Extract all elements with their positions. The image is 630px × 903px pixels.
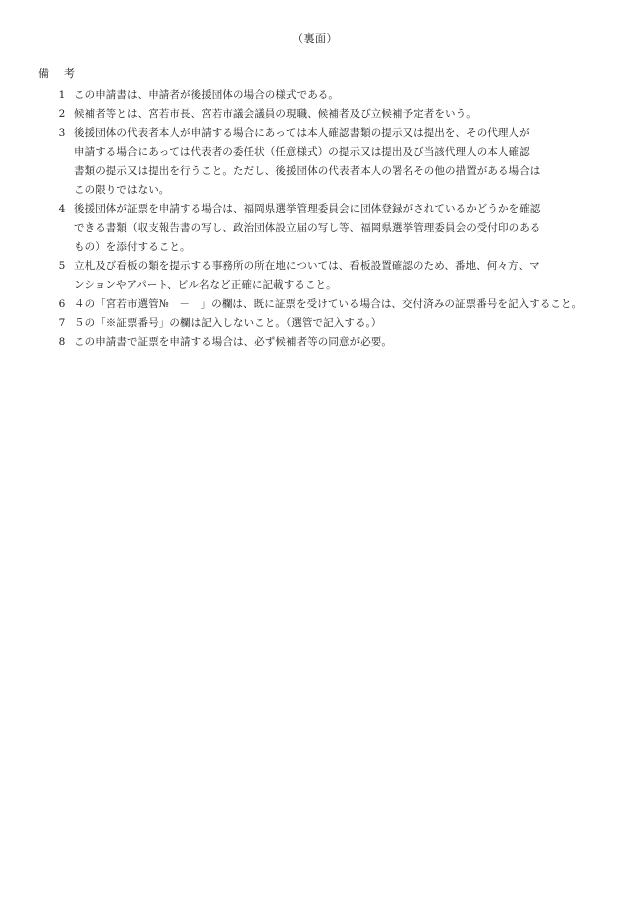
note-item-5	[50, 257, 605, 295]
note-number: 6	[58, 298, 66, 310]
note-number: 1	[58, 89, 66, 101]
note-item-2	[50, 105, 605, 124]
note-number: 7	[58, 317, 66, 329]
note-text: この申請書で証票を申請する場合は、必ず候補者等の同意が必要。	[74, 336, 392, 348]
note-item-7	[50, 314, 605, 333]
page-side-label: （裏面）	[292, 32, 338, 45]
note-text: 候補者等とは、宮若市長、宮若市議会議員の現職、候補者及び立候補予定者をいう。	[74, 108, 477, 120]
notes-heading: 備 考	[38, 67, 77, 80]
note-number: 5	[58, 260, 66, 272]
note-text: 後援団体が証票を申請する場合は、福岡県選挙管理委員会に団体登録がされているかどうかを確認 できる書類（収支報告書の写し、政治団体設立届の写し等、福岡県選挙管理委員会の受付印のある もの）を添付すること。	[74, 203, 541, 253]
note-text: この申請書は、申請者が後援団体の場合の様式である。	[74, 89, 339, 101]
note-text: ５の「※証票番号」の欄は記入しないこと。（選管で記入する。）	[74, 317, 382, 329]
note-number: 4	[58, 203, 66, 215]
note-text: ４の「宮若市選管№ － 」の欄は、既に証票を受けている場合は、交付済みの証票番号を記入すること。	[74, 298, 583, 310]
note-item-4	[50, 200, 605, 257]
note-item-8	[50, 333, 605, 352]
note-item-1	[50, 86, 605, 105]
notes-list	[50, 86, 605, 352]
note-item-6	[50, 295, 605, 314]
note-text: 後援団体の代表者本人が申請する場合にあっては本人確認書類の提示又は提出を、その代理人が 申請する場合にあっては代表者の委任状（任意様式）の提示又は提出及び当該代理人の本人確認 書類の提示又は提出を行うこと。ただし、後援団体の代表者本人の署名その他の措置がある場合は この限りではない。	[74, 127, 541, 196]
note-text: 立札及び看板の類を提示する事務所の所在地については、看板設置確認のため、番地、何々方、マ ンションやアパート、ビル名など正確に記載すること。	[74, 260, 540, 291]
note-item-3	[50, 124, 605, 200]
note-number: 3	[58, 127, 66, 139]
note-number: 2	[58, 108, 66, 120]
note-number: 8	[58, 336, 66, 348]
